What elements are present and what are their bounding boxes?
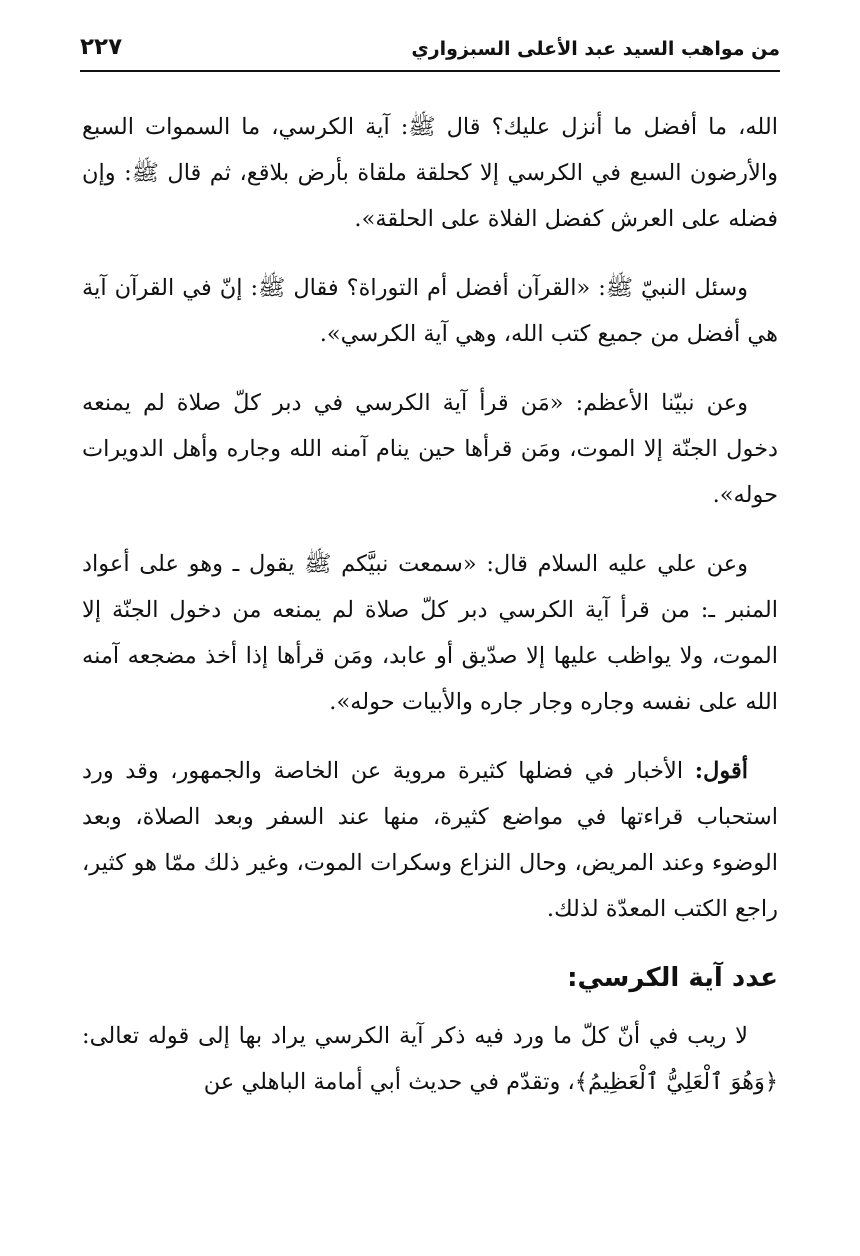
section-heading: عدد آية الكرسي: [567,963,778,993]
paragraph-4: وعن علي عليه السلام قال: «سمعت نبيَّكم ﷺ يقول ـ وهو على أعواد المنبر ـ: من قرأ آية الكرسي دبر كلّ صلاة لم يمنعه من دخول الجنّة إلا الموت، ولا يواظب عليها إلا صدّيق أو عابد، ومَن قرأها إذا أخذ مضجعه آمنه الله على نفسه وجاره وجار جاره والأبيات حوله». [82,551,778,715]
paragraph-5-text: الأخبار في فضلها كثيرة مروية عن الخاصة والجمهور، وقد ورد استحباب قراءتها في مواضع كثيرة، منها عند السفر وبعد الصلاة، وبعد الوضوء وعند المريض، وحال النزاع وسكرات الموت، وغير ذلك ممّا هو كثير، راجع الكتب المعدّة لذلك. [82,758,778,922]
paragraph-6: لا ريب في أنّ كلّ ما ورد فيه ذكر آية الكرسي يراد بها إلى قوله تعالى: ﴿وَهُوَ ٱلْعَلِيُّ ٱلْعَظِيمُ﴾، وتقدّم في حديث أبي أمامة الباهلي عن [82,1023,778,1095]
page-header [80,34,780,72]
running-title: من مواهب السيد عبد الأعلى السبزواري [411,38,780,60]
paragraph-5 [82,748,778,932]
paragraph-5-lead: أقول: [694,758,748,784]
page-body [82,104,778,1105]
paragraph-3: وعن نبيّنا الأعظم: «مَن قرأ آية الكرسي في دبر كلّ صلاة لم يمنعه دخول الجنّة إلا الموت، ومَن قرأها حين ينام آمنه الله وجاره وأهل الدويرات حوله». [82,390,778,508]
paragraph-1: الله، ما أفضل ما أنزل عليك؟ قال ﷺ: آية الكرسي، ما السموات السبع والأرضون السبع في الكرسي إلا كحلقة ملقاة بأرض بلاقع، ثم قال ﷺ: وإن فضله على العرش كفضل الفلاة على الحلقة». [82,114,778,232]
page-number: ٢٢٧ [80,34,123,60]
paragraph-2: وسئل النبيّ ﷺ: «القرآن أفضل أم التوراة؟ فقال ﷺ: إنّ في القرآن آية هي أفضل من جميع كتب الله، وهي آية الكرسي». [82,275,778,347]
